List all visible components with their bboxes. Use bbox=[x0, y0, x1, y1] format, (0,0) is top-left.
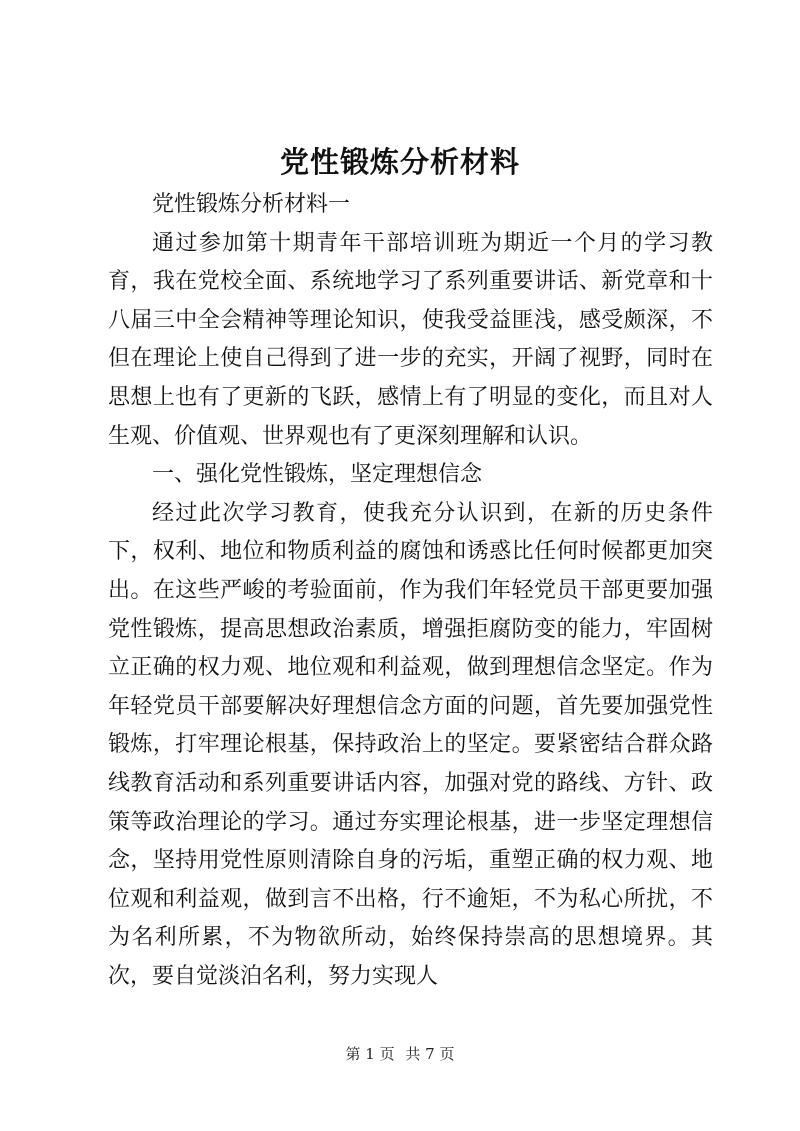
paragraph-intro: 通过参加第十期青年干部培训班为期近一个月的学习教育，我在党校全面、系统地学习了系列重要讲话、新党章和十八届三中全会精神等理论知识，使我受益匪浅，感受颇深，不但在理论上使自己得到了进一步的充实，开阔了视野，同时在思想上也有了更新的飞跃，感情上有了明显的变化，而且对人生观、价值观、世界观也有了更深刻理解和认识。 bbox=[108, 230, 713, 449]
page-total: 共 7 页 bbox=[405, 1045, 455, 1063]
paragraph-section-1: 经过此次学习教育，使我充分认识到，在新的历史条件下，权利、地位和物质利益的腐蚀和诱惑比任何时候都更加突出。在这些严峻的考验面前，作为我们年轻党员干部更要加强党性锻炼，提高思想政治素质，增强拒腐防变的能力，牢固树立正确的权力观、地位观和利益观，做到理想信念坚定。作为年轻党员干部要解决好理想信念方面的问题，首先要加强党性锻炼，打牢理论根基，保持政治上的坚定。要紧密结合群众路线教育活动和系列重要讲话内容，加强对党的路线、方针、政策等政治理论的学习。通过夯实理论根基，进一步坚定理想信念，坚持用党性原则清除自身的污垢，重塑正确的权力观、地位观和利益观，做到言不出格，行不逾矩，不为私心所扰，不为名利所累，不为物欲所动，始终保持崇高的思想境界。其次，要自觉淡泊名利，努力实现人 bbox=[108, 500, 713, 989]
section-heading-1: 一、强化党性锻炼，坚定理想信念 bbox=[152, 462, 483, 488]
document-title: 党性锻炼分析材料 bbox=[279, 145, 520, 179]
document-body bbox=[108, 186, 713, 996]
page-number: 第 1 页 bbox=[345, 1045, 395, 1063]
page-footer bbox=[0, 1044, 800, 1064]
section-subtitle: 党性锻炼分析材料一 bbox=[152, 192, 351, 217]
